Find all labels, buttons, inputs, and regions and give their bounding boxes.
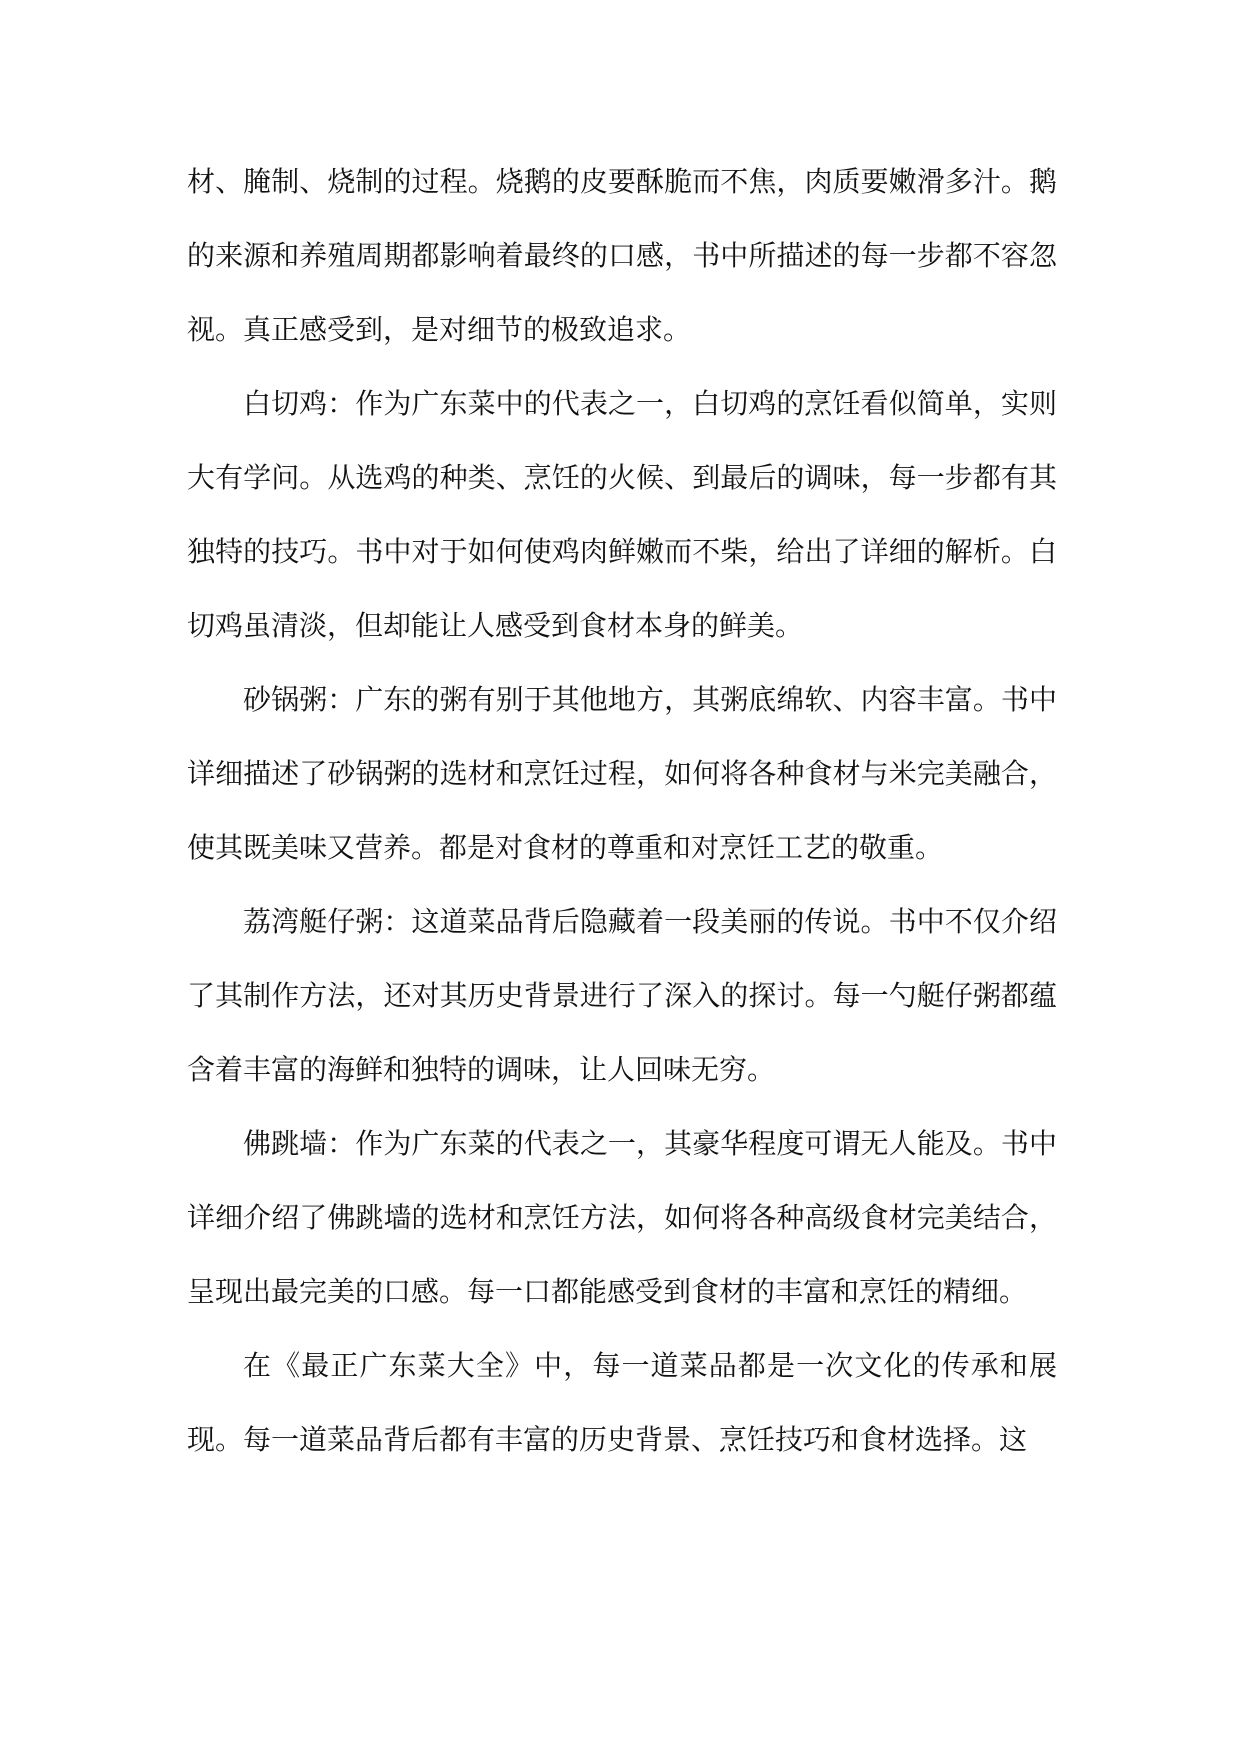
paragraph-clay-pot-congee: 砂锅粥：广东的粥有别于其他地方，其粥底绵软、内容丰富。书中详细描述了砂锅粥的选材和烹饪过程，如何将各种食材与米完美融合，使其既美味又营养。都是对食材的尊重和对烹饪工艺的敬重。 bbox=[187, 683, 1057, 864]
paragraph-conclusion: 在《最正广东菜大全》中，每一道菜品都是一次文化的传承和展现。每一道菜品背后都有丰富的历史背景、烹饪技巧和食材选择。这 bbox=[187, 1349, 1057, 1456]
paragraph-white-cut-chicken: 白切鸡：作为广东菜中的代表之一，白切鸡的烹饪看似简单，实则大有学问。从选鸡的种类、烹饪的火候、到最后的调味，每一步都有其独特的技巧。书中对于如何使鸡肉鲜嫩而不柴，给出了详细的解析。白切鸡虽清淡，但却能让人感受到食材本身的鲜美。 bbox=[187, 387, 1057, 642]
paragraph-continued: 材、腌制、烧制的过程。烧鹅的皮要酥脆而不焦，肉质要嫩滑多汁。鹅的来源和养殖周期都影响着最终的口感，书中所描述的每一步都不容忽视。真正感受到，是对细节的极致追求。 bbox=[187, 165, 1057, 346]
paragraph-sampan-congee: 荔湾艇仔粥：这道菜品背后隐藏着一段美丽的传说。书中不仅介绍了其制作方法，还对其历史背景进行了深入的探讨。每一勺艇仔粥都蕴含着丰富的海鲜和独特的调味，让人回味无穷。 bbox=[187, 905, 1057, 1086]
paragraph-buddha-jumps-over-wall: 佛跳墙：作为广东菜的代表之一，其豪华程度可谓无人能及。书中详细介绍了佛跳墙的选材和烹饪方法，如何将各种高级食材完美结合，呈现出最完美的口感。每一口都能感受到食材的丰富和烹饪的精细。 bbox=[187, 1127, 1057, 1308]
body-text bbox=[187, 145, 1057, 1477]
